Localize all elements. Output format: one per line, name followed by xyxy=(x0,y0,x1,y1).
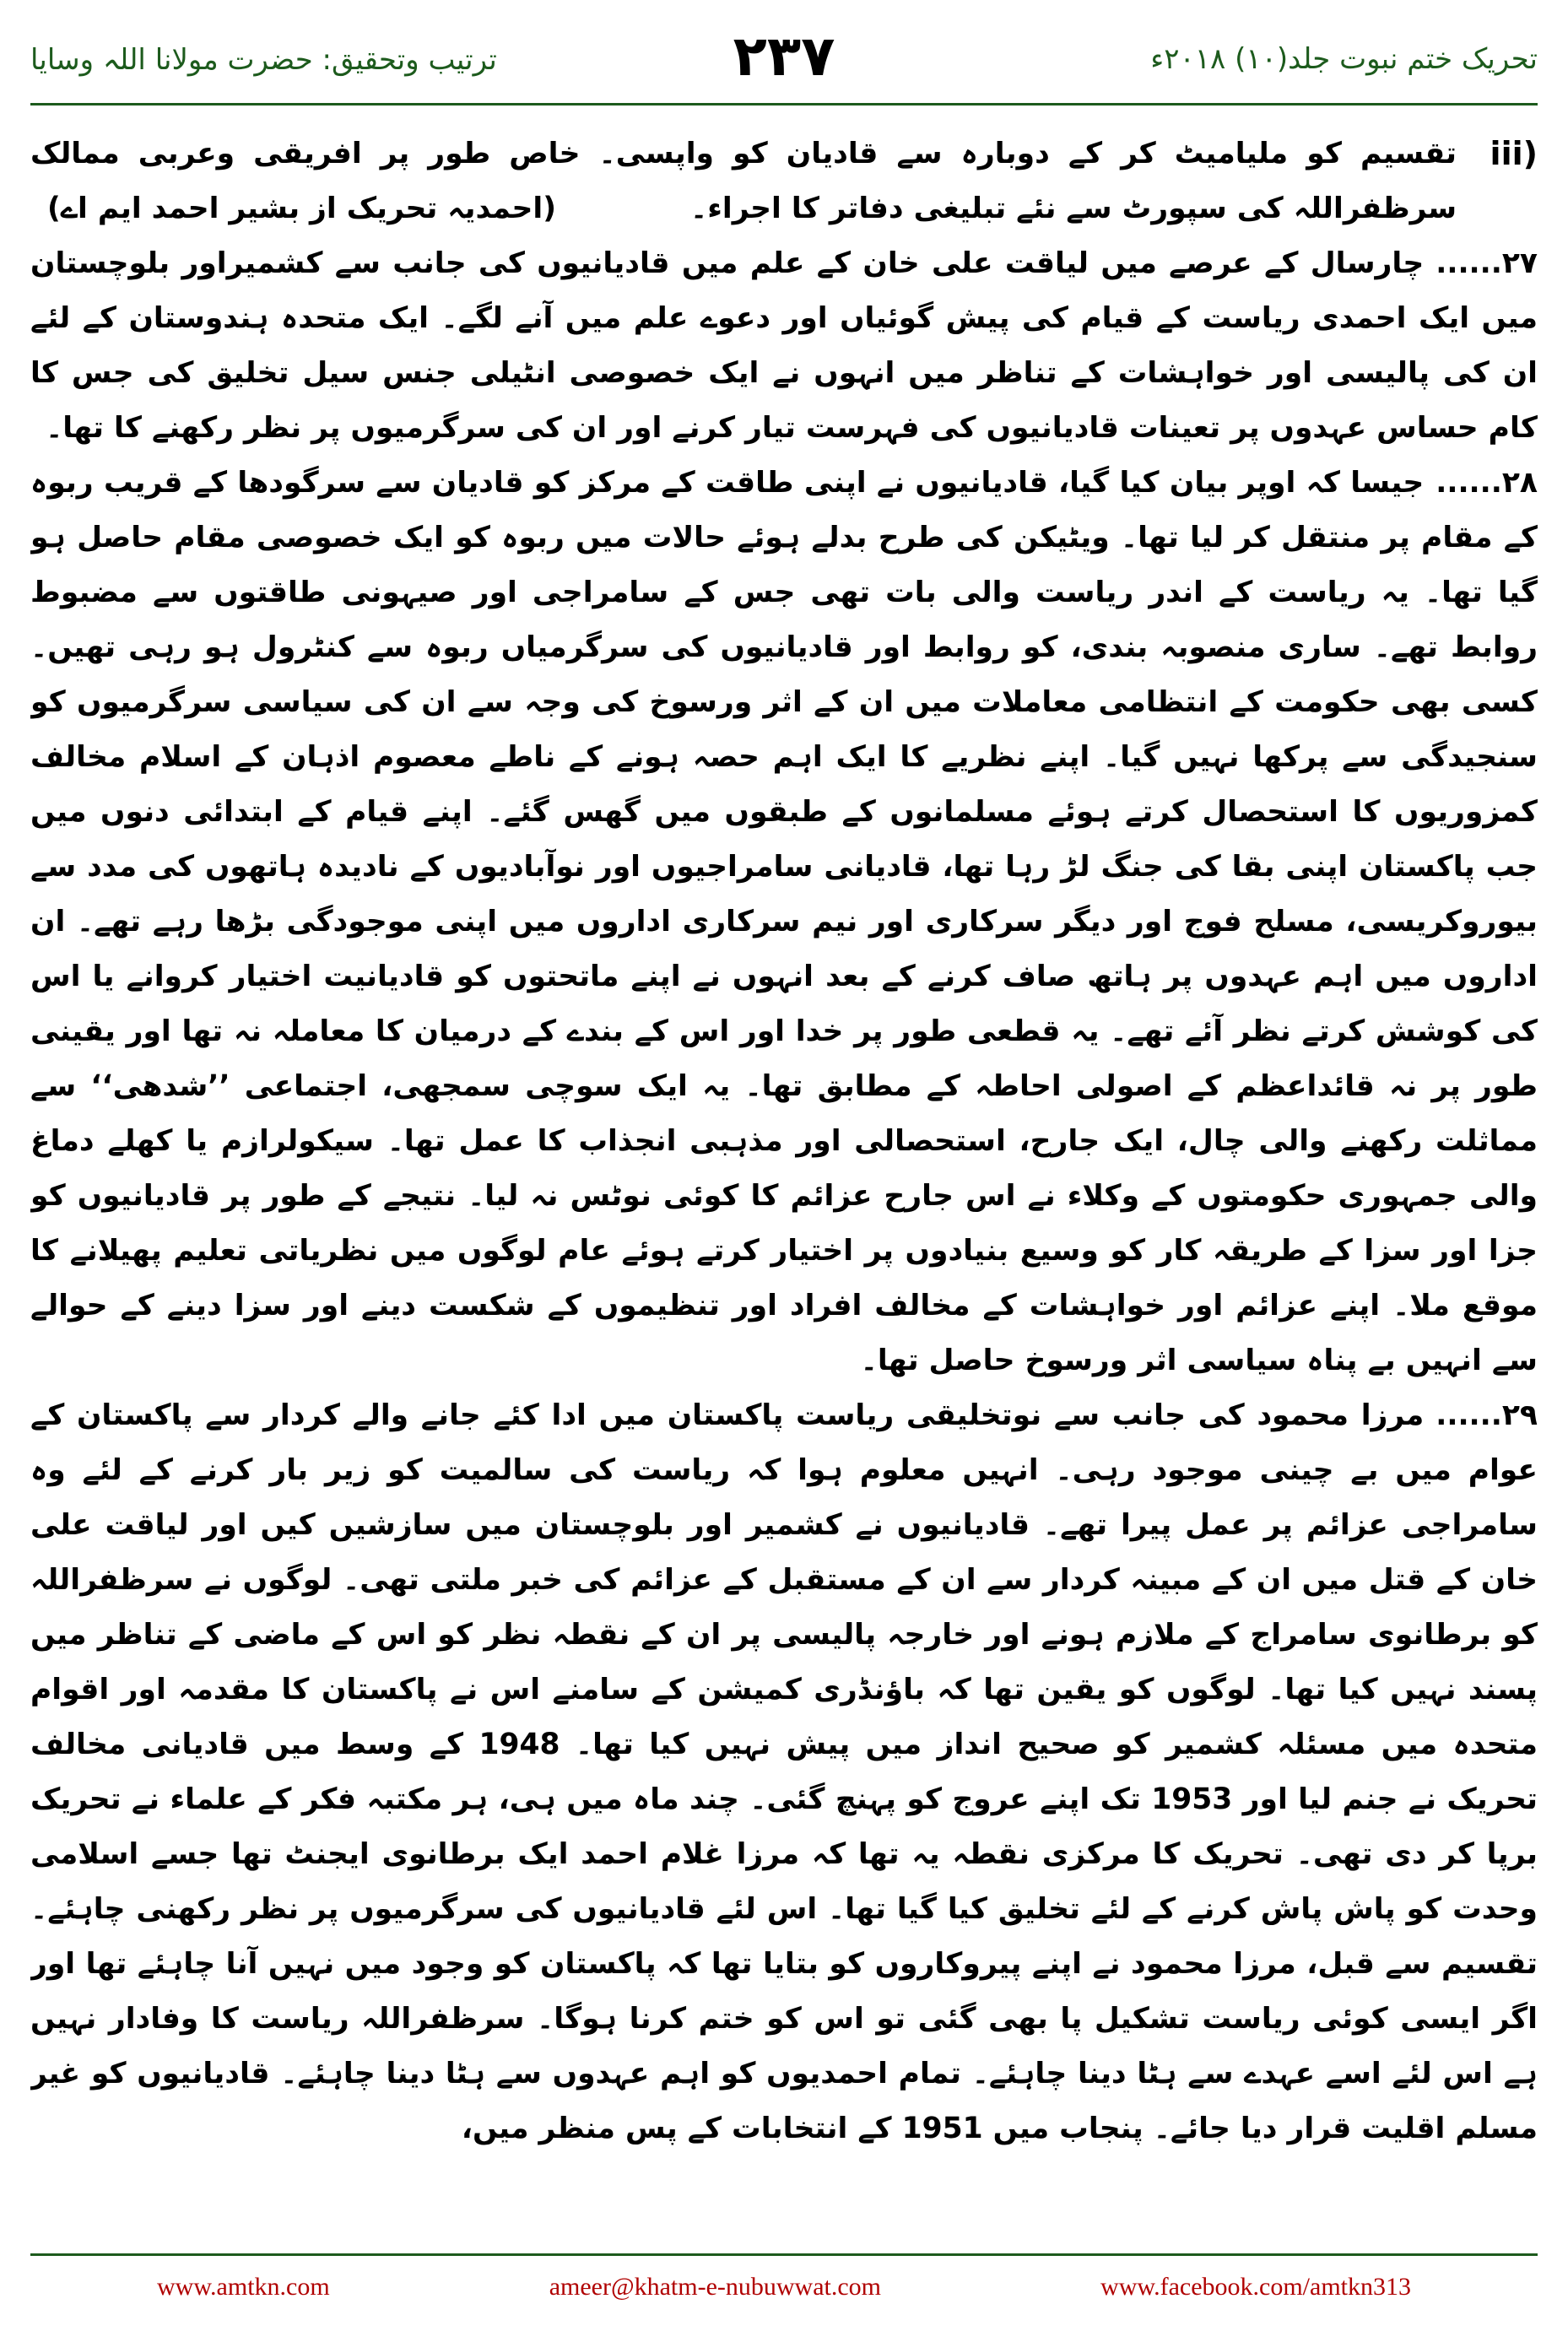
paragraph-iii xyxy=(30,127,1538,236)
paragraph-number: iii) xyxy=(1490,135,1538,172)
page-number: ۲۳۷ xyxy=(733,24,835,89)
paragraph-29 xyxy=(30,1388,1538,2156)
footer-divider xyxy=(30,2253,1538,2256)
paragraph-number: ۲۸...... xyxy=(1436,466,1538,500)
paragraph-body xyxy=(30,127,1457,236)
reference-citation: (احمدیہ تحریک از بشیر احمد ایم اے) xyxy=(47,192,556,225)
paragraph-text: چارسال کے عرصے میں لیاقت علی خان کے علم میں قادیانیوں کی جانب سے کشمیراور بلوچستان میں ایک احمدی ریاست کے قیام کی پیش گوئیاں اور دعوے علم میں آنے لگے۔ ایک متحدہ ہندوستان کے لئے ان کی پالیسی اور خواہشات کے تناظر میں انہوں نے ایک خصوصی انٹیلی جنس سیل تخلیق کی جس کا کام حساس عہدوں پر تعینات قادیانیوں کی فہرست تیار کرنے اور ان کی سرگرمیوں پر نظر رکھنے کا تھا۔ xyxy=(30,246,1538,445)
paragraph-text: مرزا محمود کی جانب سے نوتخلیقی ریاست پاکستان میں ادا کئے جانے والے کردار سے پاکستان کے عوام میں بے چینی موجود رہی۔ انہیں معلوم ہوا کہ ریاست کی سالمیت کو زیر بار کرنے کے لئے وہ سامراجی عزائم پر عمل پیرا تھے۔ قادیانیوں نے کشمیر اور بلوچستان میں سازشیں کیں اور لیاقت علی خان کے قتل میں ان کے مبینہ کردار سے ان کے مستقبل کے عزائم کی خبر ملتی تھی۔ لوگوں نے سرظفراللہ کو برطانوی سامراج کے ملازم ہونے اور خارجہ پالیسی پر ان کے نقطہ نظر کو اس کے ماضی کے تناظر میں پسند نہیں کیا تھا۔ لوگوں کو یقین تھا کہ باؤنڈری کمیشن کے سامنے اس نے پاکستان کا مقدمہ اور اقوام متحدہ میں مسئلہ کشمیر کو صحیح انداز میں پیش نہیں کیا تھا۔ 1948 کے وسط میں قادیانی مخالف تحریک نے جنم لیا اور 1953 تک اپنے عروج کو پہنچ گئی۔ چند ماہ میں ہی، ہر مکتبہ فکر کے علماء نے تحریک برپا کر دی تھی۔ تحریک کا مرکزی نقطہ یہ تھا کہ مرزا غلام احمد ایک برطانوی ایجنٹ تھا جسے اسلامی وحدت کو پاش پاش کرنے کے لئے تخلیق کیا گیا تھا۔ اس لئے قادیانیوں کی سرگرمیوں پر نظر رکھنی چاہئے۔ تقسیم سے قبل، مرزا محمود نے اپنے پیروکاروں کو بتایا تھا کہ پاکستان کو وجود میں نہیں آنا چاہئے تھا اور اگر ایسی کوئی ریاست تشکیل پا بھی گئی تو اس کو ختم کرنا ہوگا۔ سرظفراللہ ریاست کا وفادار نہیں ہے اس لئے اسے عہدے سے ہٹا دینا چاہئے۔ تمام احمدیوں کو اہم عہدوں سے ہٹا دینا چاہئے۔ قادیانیوں کو غیر مسلم اقلیت قرار دیا جائے۔ پنجاب میں 1951 کے انتخابات کے پس منظر میں، xyxy=(30,1398,1538,2145)
page-body xyxy=(30,127,1538,2199)
paragraph-text: تقسیم کو ملیامیٹ کر کے دوبارہ سے قادیان کو واپسی۔ خاص طور پر افریقی وعربی ممالک سرظفراللہ کی سپورٹ سے نئے تبلیغی دفاتر کا اجراء۔ xyxy=(30,137,1457,225)
email-link[interactable]: ameer@khatm-e-nubuwwat.com xyxy=(549,2273,882,2301)
compiler-credit: ترتیب وتحقیق: حضرت مولانا اللہ وسایا xyxy=(30,43,497,77)
book-title: تحریک ختم نبوت جلد(۱۰) ۲۰۱۸ء xyxy=(1150,42,1538,76)
facebook-link[interactable]: www.facebook.com/amtkn313 xyxy=(1100,2273,1411,2301)
page-footer xyxy=(30,2266,1538,2308)
paragraph-text: جیسا کہ اوپر بیان کیا گیا، قادیانیوں نے اپنی طاقت کے مرکز کو قادیان سے سرگودھا کے قریب ربوہ کے مقام پر منتقل کر لیا تھا۔ ویٹیکن کی طرح بدلے ہوئے حالات میں ربوہ کو ایک خصوصی مقام حاصل ہو گیا تھا۔ یہ ریاست کے اندر ریاست والی بات تھی جس کے سامراجی اور صیہونی طاقتوں سے مضبوط روابط تھے۔ ساری منصوبہ بندی، کو روابط اور قادیانیوں کی سرگرمیاں ربوہ سے کنٹرول ہو رہی تھیں۔ کسی بھی حکومت کے انتظامی معاملات میں ان کے اثر ورسوخ کی وجہ سے ان کی سیاسی سرگرمیوں کو سنجیدگی سے پرکھا نہیں گیا۔ اپنے نظریے کا ایک اہم حصہ ہونے کے ناطے معصوم اذہان کے اسلام مخالف کمزوریوں کا استحصال کرتے ہوئے مسلمانوں کے طبقوں میں گھس گئے۔ اپنے قیام کے ابتدائی دنوں میں جب پاکستان اپنی بقا کی جنگ لڑ رہا تھا، قادیانی سامراجیوں اور نوآبادیوں کے نادیدہ ہاتھوں کی مدد سے بیوروکریسی، مسلح فوج اور دیگر سرکاری اور نیم سرکاری اداروں میں اپنی موجودگی بڑھا رہے تھے۔ ان اداروں میں اہم عہدوں پر ہاتھ صاف کرنے کے بعد انہوں نے اپنے ماتحتوں کو قادیانیت اختیار کروانے یا اس کی کوشش کرتے نظر آئے تھے۔ یہ قطعی طور پر خدا اور اس کے بندے کے درمیان کا معاملہ نہ تھا اور یقینی طور پر نہ قائداعظم کے اصولی احاطہ کے مطابق تھا۔ یہ ایک سوچی سمجھی، اجتماعی ’’شدھی‘‘ سے مماثلت رکھنے والی چال، ایک جارح، استحصالی اور مذہبی انجذاب کا عمل تھا۔ سیکولرازم یا کھلے دماغ والی جمہوری حکومتوں کے وکلاء نے اس جارح عزائم کا کوئی نوٹس نہ لیا۔ نتیجے کے طور پر قادیانیوں کو جزا اور سزا کے طریقہ کار کو وسیع بنیادوں پر اختیار کرتے ہوئے عام لوگوں میں نظریاتی تعلیم پھیلانے کا موقع ملا۔ اپنے عزائم اور خواہشات کے مخالف افراد اور تنظیموں کے شکست دینے اور سزا دینے کے حوالے سے انہیں بے پناہ سیاسی اثر ورسوخ حاصل تھا۔ xyxy=(30,466,1538,1377)
website-link[interactable]: www.amtkn.com xyxy=(157,2273,330,2301)
paragraph-number: ۲۷...... xyxy=(1436,246,1538,280)
paragraph-number: ۲۹...... xyxy=(1436,1398,1538,1432)
paragraph-28 xyxy=(30,456,1538,1388)
header-divider xyxy=(30,103,1538,105)
paragraph-27 xyxy=(30,236,1538,456)
